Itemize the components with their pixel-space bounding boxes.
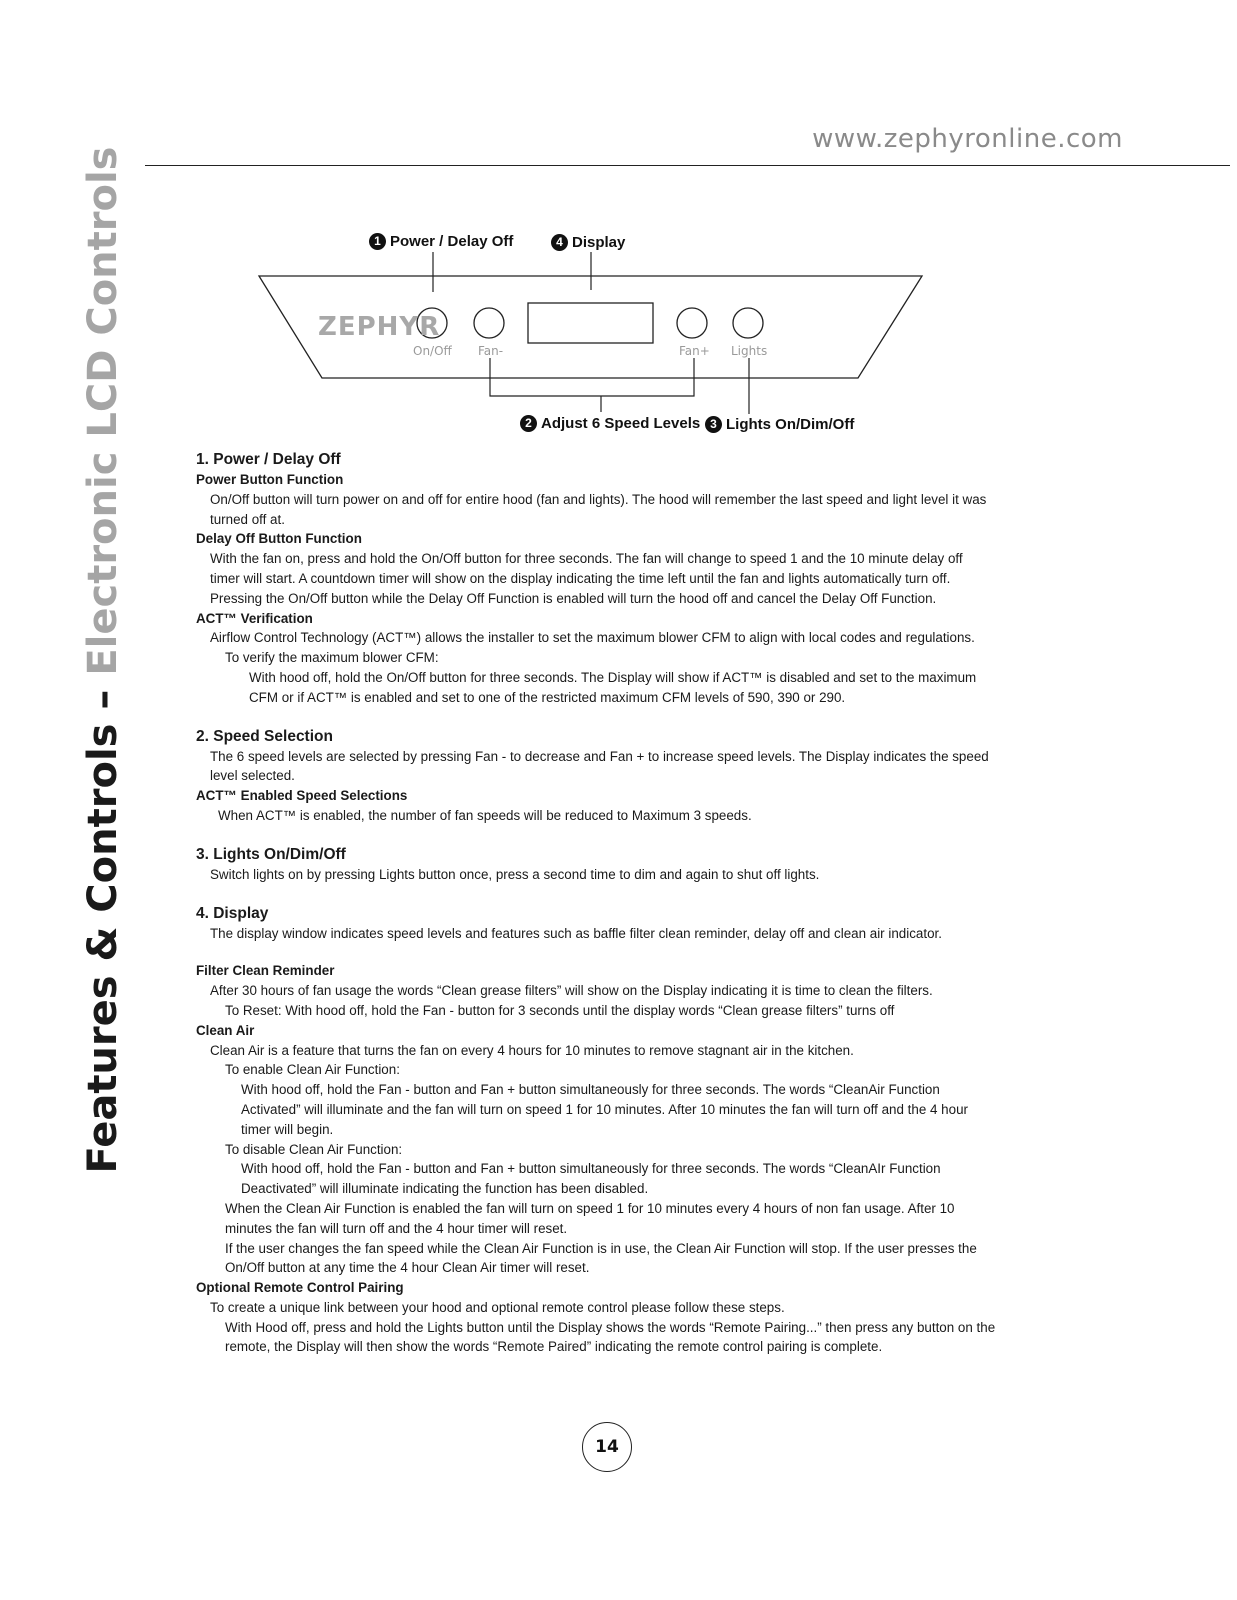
callout-label: Adjust 6 Speed Levels	[541, 415, 701, 432]
display-window-shape	[528, 303, 653, 343]
subheading: Optional Remote Control Pairing	[196, 1280, 404, 1296]
fan-plus-label: Fan+	[679, 344, 710, 358]
callout-number: 2	[520, 415, 537, 432]
subheading: ACT™ Enabled Speed Selections	[196, 788, 408, 804]
paragraph: The 6 speed levels are selected by pressing Fan - to decrease and Fan + to increase speed levels. The Display indicates the speed level selected.	[210, 748, 989, 784]
callout-label: Display	[572, 234, 626, 251]
zephyr-logo: ZEPHYR	[318, 312, 441, 342]
control-panel-diagram	[0, 0, 1237, 450]
paragraph: With hood off, hold the Fan - button and Fan + button simultaneously for three seconds. The words “CleanAir Function Activated” will illuminate and the fan will turn on speed 1 for 10 minutes. After 10 minutes the fan will turn off and the 4 hour timer will begin.	[241, 1082, 968, 1137]
section-title: 2. Speed Selection	[196, 727, 333, 745]
section-title: 1. Power / Delay Off	[196, 451, 341, 468]
subheading: Clean Air	[196, 1022, 255, 1038]
subheading: ACT™ Verification	[196, 610, 313, 626]
callout-label: Power / Delay Off	[390, 233, 514, 250]
paragraph: The display window indicates speed levels and features such as baffle filter clean reminder, delay off and clean air indicator.	[210, 925, 942, 941]
subheading: Filter Clean Reminder	[196, 963, 335, 979]
paragraph: Airflow Control Technology (ACT™) allows the installer to set the maximum blower CFM to align with local codes and regulations.	[210, 630, 975, 646]
paragraph: Switch lights on by pressing Lights button once, press a second time to dim and again to shut off lights.	[210, 866, 820, 882]
side-title-main: Features & Controls –	[80, 675, 126, 1174]
paragraph: To verify the maximum blower CFM:	[225, 650, 439, 666]
callout-speed	[520, 415, 700, 432]
paragraph: With hood off, hold the Fan - button and Fan + button simultaneously for three seconds. The words “CleanAIr Function Deactivated” will illuminate indicating the function has been disabled.	[241, 1161, 941, 1197]
side-title-sub: Electronic LCD Controls	[80, 146, 126, 676]
paragraph: On/Off button will turn power on and off for entire hood (fan and lights). The hood will remember the last speed and light level it was turned off at.	[210, 491, 987, 527]
callout-number: 3	[705, 416, 722, 433]
paragraph: To create a unique link between your hood and optional remote control please follow these steps.	[210, 1299, 785, 1315]
callout-display	[551, 234, 625, 251]
section-title: 4. Display	[196, 904, 269, 922]
subheading: Delay Off Button Function	[196, 531, 362, 547]
fan-plus-button-shape	[677, 308, 707, 338]
subheading: Power Button Function	[196, 472, 344, 487]
instructions	[196, 450, 996, 1357]
paragraph: To Reset: With hood off, hold the Fan - button for 3 seconds until the display words “Clean grease filters” turns off	[225, 1002, 895, 1018]
lights-label: Lights	[731, 344, 768, 358]
paragraph: To enable Clean Air Function:	[225, 1062, 400, 1078]
control-panel-drawing	[0, 0, 1237, 450]
paragraph: Clean Air is a feature that turns the fan on every 4 hours for 10 minutes to remove stagnant air in the kitchen.	[210, 1042, 854, 1058]
page-number: 14	[582, 1422, 632, 1472]
callout-number: 4	[551, 234, 568, 251]
paragraph: To disable Clean Air Function:	[225, 1141, 403, 1157]
fan-minus-button-shape	[474, 308, 504, 338]
callout-power	[369, 233, 513, 250]
paragraph: When ACT™ is enabled, the number of fan speeds will be reduced to Maximum 3 speeds.	[218, 807, 752, 823]
lights-button-shape	[733, 308, 763, 338]
website-url: www.zephyronline.com	[812, 124, 1123, 154]
paragraph: When the Clean Air Function is enabled the fan will turn on speed 1 for 10 minutes every 4 hours of non fan usage. After 10 minutes the fan will turn off and the 4 hour timer will reset.	[225, 1200, 955, 1236]
onoff-label: On/Off	[413, 344, 452, 358]
fan-minus-label: Fan-	[478, 344, 504, 358]
callout-lights	[705, 416, 854, 433]
paragraph: With the fan on, press and hold the On/Off button for three seconds. The fan will change to speed 1 and the 10 minute delay off timer will start. A countdown timer will show on the display indicating the time left until the fan and lights automatically turn off. Pressing the On/Off button while the Delay Off Function is enabled will turn the hood off and cancel the Delay Off Function.	[210, 551, 963, 606]
paragraph: After 30 hours of fan usage the words “Clean grease filters” will show on the Display indicating it is time to clean the filters.	[210, 983, 933, 999]
callout-label: Lights On/Dim/Off	[726, 416, 855, 433]
callout-number: 1	[369, 233, 386, 250]
paragraph: If the user changes the fan speed while the Clean Air Function is in use, the Clean Air Function will stop. If the user presses the On/Off button at any time the 4 hour Clean Air timer will reset.	[225, 1240, 977, 1276]
paragraph: With hood off, hold the On/Off button for three seconds. The Display will show if ACT™ is disabled and set to the maximum CFM or if ACT™ is enabled and set to one of the restricted maximum CFM levels of 590, 390 or 290.	[249, 669, 977, 705]
section-title: 3. Lights On/Dim/Off	[196, 845, 346, 863]
paragraph: With Hood off, press and hold the Lights button until the Display shows the words “Remote Pairing...” then press any button on the remote, the Display will then show the words “Remote Paired” indicating the remote control pairing is complete.	[225, 1319, 996, 1355]
